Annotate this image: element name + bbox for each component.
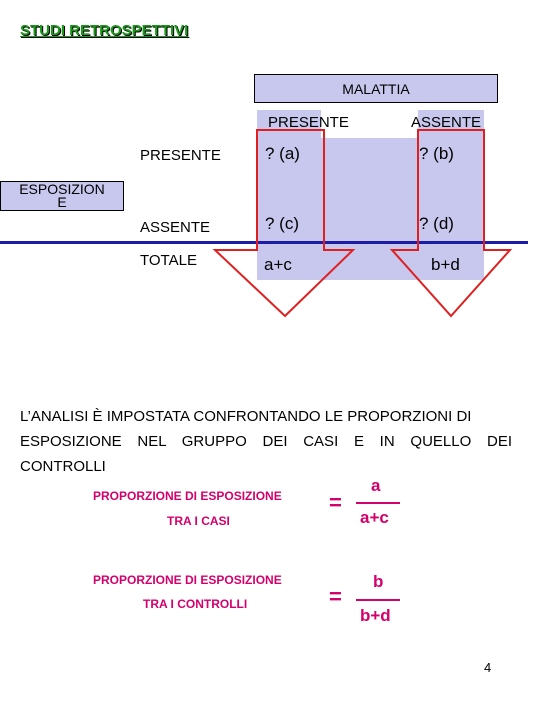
formula-2-equals: = — [329, 584, 342, 609]
page-title: STUDI RETROSPETTIVI — [20, 22, 189, 39]
formula-2-label-line-1: PROPORZIONE DI ESPOSIZIONE — [93, 573, 282, 587]
column-header-assente: ASSENTE — [411, 114, 482, 131]
formula-1-numerator: a — [371, 476, 381, 495]
row-label-presente: PRESENTE — [140, 147, 221, 164]
page-number: 4 — [484, 660, 492, 675]
row-label-totale: TOTALE — [140, 252, 197, 269]
cell-d: ? (d) — [419, 214, 454, 233]
formula-2-fraction-bar — [356, 599, 400, 601]
explanation-paragraph — [20, 404, 512, 479]
cell-b: ? (b) — [419, 144, 454, 163]
formula-1-equals: = — [329, 490, 342, 515]
column-header-presente: PRESENTE — [268, 114, 349, 131]
column-middle-background — [321, 138, 418, 280]
paragraph-line-3: CONTROLLI — [20, 458, 106, 475]
formula-1-label-line-2: TRA I CASI — [167, 514, 230, 528]
paragraph-line-2: ESPOSIZIONE NEL GRUPPO DEI CASI E IN QUELLO DEI — [20, 433, 512, 450]
paragraph-line-1: L’ANALISI È IMPOSTATA CONFRONTANDO LE PROPORZIONI DI — [20, 408, 472, 425]
cell-c: ? (c) — [265, 214, 299, 233]
cell-total-bd: b+d — [431, 255, 460, 274]
separator-line — [0, 241, 528, 244]
cell-total-ac: a+c — [264, 255, 292, 274]
formula-2-numerator: b — [373, 572, 384, 591]
formula-2-denominator: b+d — [360, 606, 391, 625]
row-label-assente: ASSENTE — [140, 219, 211, 236]
formula-1-label-line-1: PROPORZIONE DI ESPOSIZIONE — [93, 489, 282, 503]
formula-1-fraction-bar — [356, 502, 400, 504]
formula-1-denominator: a+c — [360, 508, 389, 527]
esposizione-label-text: ESPOSIZION E — [19, 181, 105, 210]
malattia-header: MALATTIA — [254, 74, 498, 103]
esposizione-label — [0, 181, 124, 211]
formula-2-label-line-2: TRA I CONTROLLI — [143, 597, 248, 611]
cell-a: ? (a) — [265, 144, 300, 163]
